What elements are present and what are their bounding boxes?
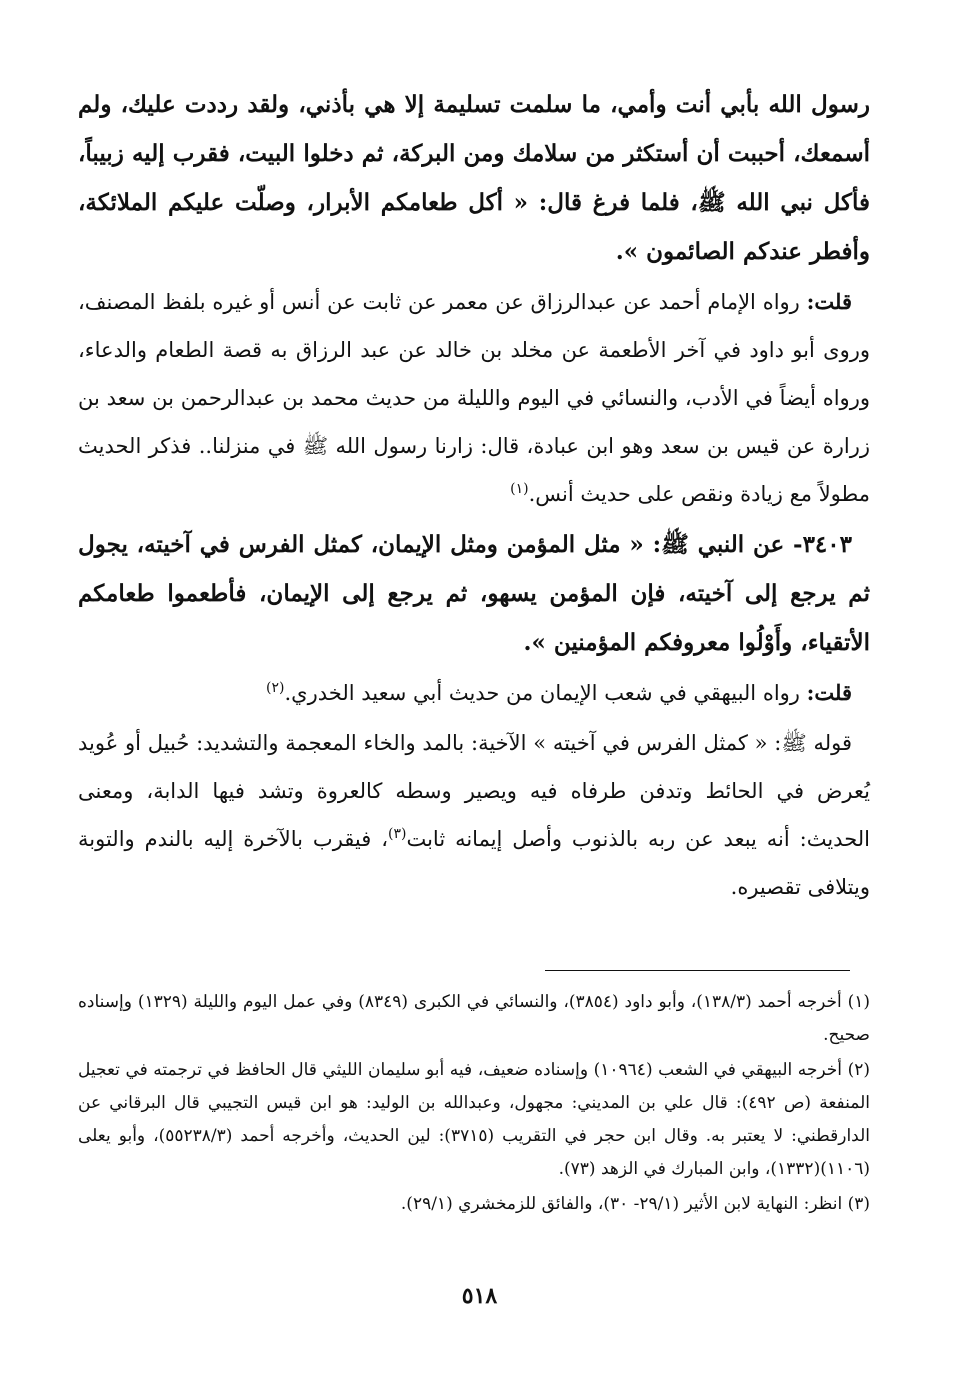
page-number: ٥١٨ [461, 1283, 498, 1309]
footnote-3: (٣) انظر: النهاية لابن الأثير (٢٩/١- ٣٠)، والفائق للزمخشري (٢٩/١). [400, 1194, 870, 1214]
footnote-ref-1: (١) [510, 481, 529, 497]
footnote-1: (١) أخرجه أحمد (١٣٨/٣)، وأبو داود (٣٨٥٤)، والنسائي في الكبرى (٨٣٤٩) وفي عمل اليوم والليلة (١٣٢٩) وإسناده صحيح. [78, 992, 871, 1045]
footnote-ref-2: (٢) [266, 680, 285, 696]
commentary-paragraph-2 [78, 669, 870, 717]
hadith-3403 [78, 520, 870, 667]
commentary-text: رواه الإمام أحمد عن عبدالرزاق عن معمر عن ثابت عن أنس أو غيره بلفظ المصنف، وروى أبو داود في آخر الأطعمة عن مخلد بن خالد عن عبد الرزاق به قصة الطعام والدعاء، ورواه أيضاً في الأدب، والنسائي في اليوم والليلة من حديث محمد بن عبدالرحمن بن سعد بن زرارة عن قيس بن سعد وهو ابن عبادة، قال: زارنا رسول الله ﷺ في منزلنا.. فذكر الحديث مطولاً مع زيادة ونقص على حديث أنس. [78, 290, 870, 506]
commentary-lead-2: قلت: [806, 680, 852, 705]
hadith-continuation-text: رسول الله بأبي أنت وأمي، ما سلمت تسليمة إلا هي بأذني، ولقد رددت عليك، ولم أسمعك، أحببت أن أستكثر من سلامك ومن البركة، ثم دخلوا البيت، فقرب إليه زبيباً، فأكل نبي الله ﷺ، فلما فرغ قال: « أكل طعامكم الأبرار، وصلّت عليكم الملائكة، وأفطر عندكم الصائمون ». [78, 91, 871, 265]
explanation-text-b: ، فيقرب بالآخرة إليه بالندم والتوبة ويتلافى تقصيره. [78, 827, 870, 899]
footnote-ref-3: (٣) [387, 826, 407, 842]
main-text [78, 80, 870, 911]
commentary-paragraph-1 [78, 278, 870, 518]
explanation-text-a: قوله ﷺ: « كمثل الفرس في آخيته » الآخية: بالمد والخاء المعجمة والتشديد: حُبيل أو عُويد يُعرض في الحائط وتدفن طرفاه فيه ويصير وسطه كالعروة وتشد فيها الدابة، ومعنى الحديث: أنه يبعد عن ربه بالذنوب وأصل إيمانه ثابت [78, 731, 870, 851]
hadith-continuation [78, 80, 870, 276]
footnote-separator [545, 970, 850, 971]
commentary-text-2: رواه البيهقي في شعب الإيمان من حديث أبي سعيد الخدري. [284, 681, 807, 705]
footnote-2: (٢) أخرجه البيهقي في الشعب (١٠٩٦٤) وإسناده ضعيف، فيه أبو سليمان الليثي قال الحافظ في ترجمته في تعجيل المنفعة (ص ٤٩٢): قال علي بن المديني: مجهول، وعبدالله بن الوليد: هو ابن قيس التجيبي قال البرقاني عن الدارقطني: لا يعتبر به. وقال ابن حجر في التقريب (٣٧١٥): لين الحديث، وأخرجه أحمد (٥٥٢٣٨/٣)، وأبو يعلى (١١٠٦)(١٣٣٢)، وابن المبارك في الزهد (٧٣). [78, 1060, 871, 1179]
commentary-lead: قلت: [806, 289, 852, 314]
explanation-paragraph [78, 719, 870, 911]
hadith-3403-text: ٣٤٠٣- عن النبي ﷺ: « مثل المؤمن ومثل الإيمان، كمثل الفرس في آخيته، يجول ثم يرجع إلى آخيته، فإن المؤمن يسهو، ثم يرجع إلى الإيمان، فأطعموا طعامكم الأتقياء، وأَوْلُوا معروفكم المؤمنين ». [78, 531, 870, 656]
footnotes [78, 986, 870, 1221]
